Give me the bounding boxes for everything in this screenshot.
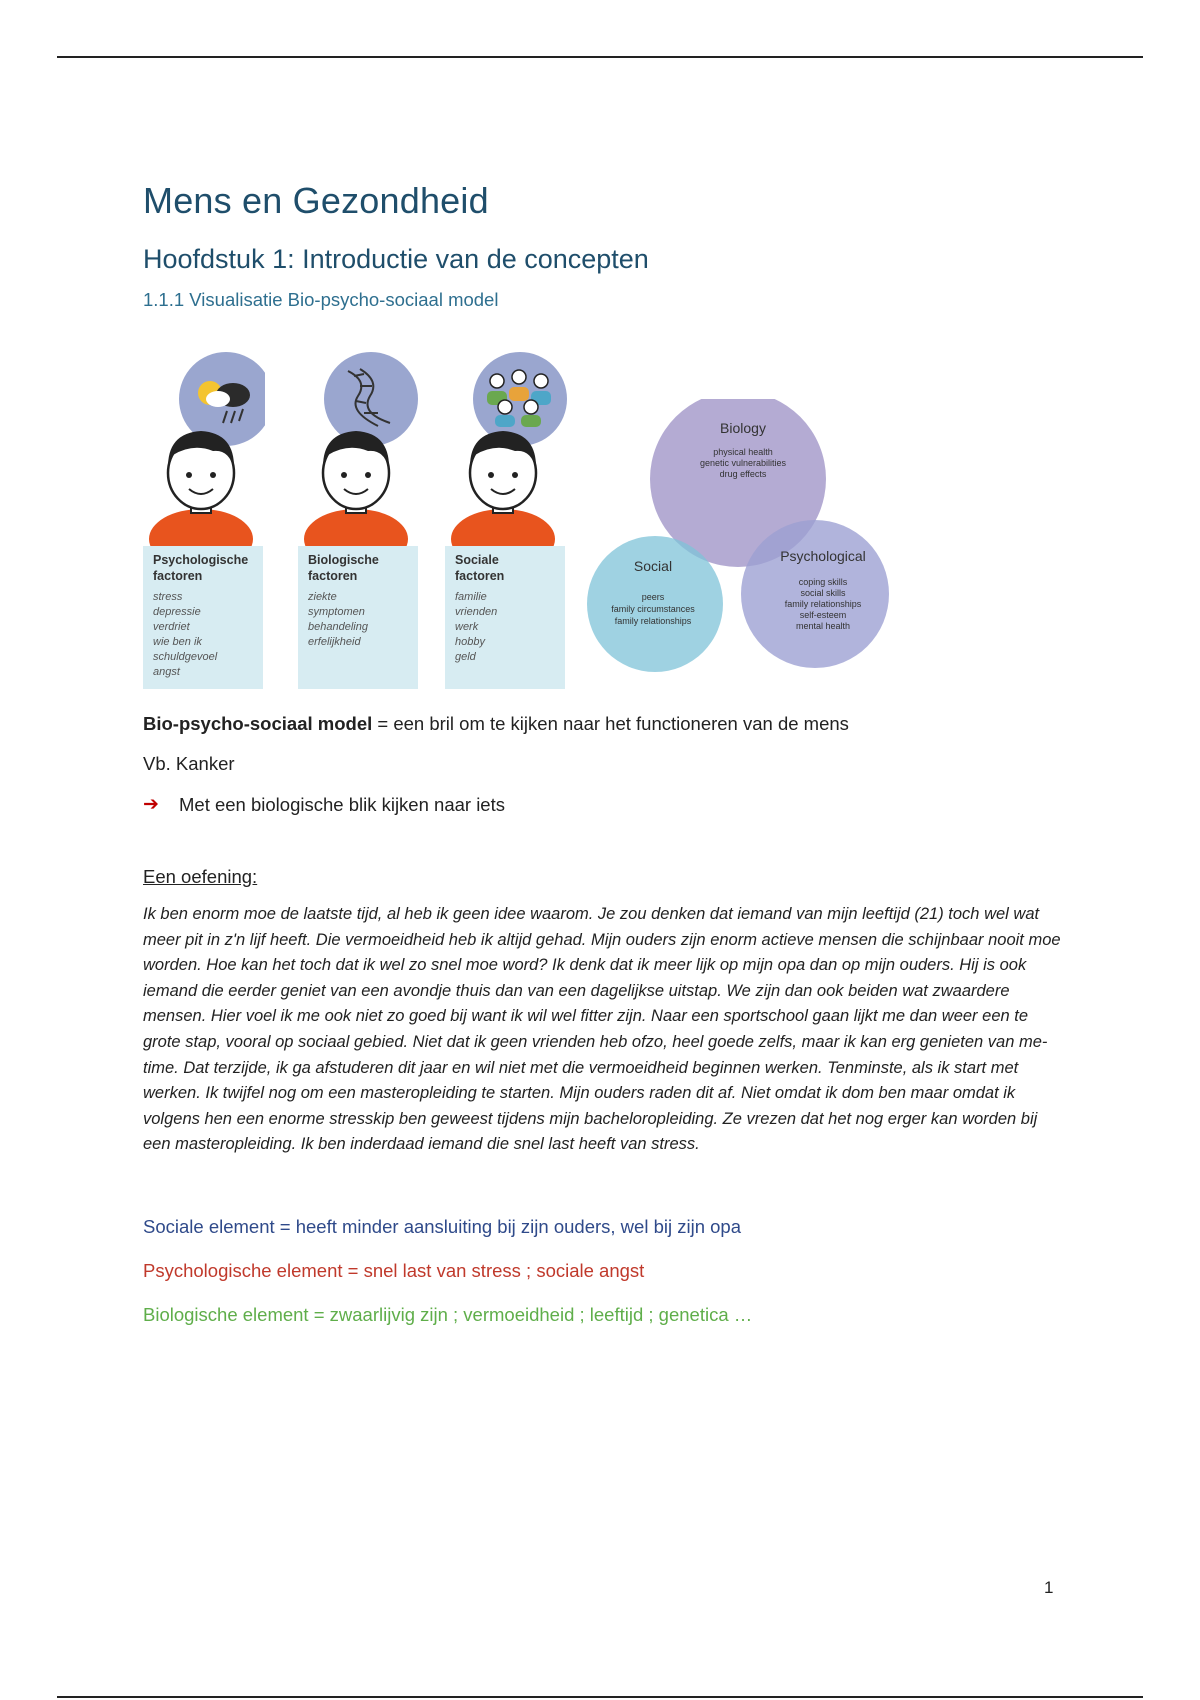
bottom-rule (57, 1696, 1143, 1698)
card-box (143, 546, 263, 689)
card-title: Biologische factoren (308, 553, 379, 583)
card-title: Sociale factoren (455, 553, 505, 583)
person-illustration (143, 351, 265, 546)
list-item: vrienden (455, 606, 498, 618)
venn-psychological-label: Psychological (780, 548, 866, 564)
venn-biology-item: genetic vulnerabilities (699, 458, 787, 468)
definition (143, 713, 1063, 735)
card-box (445, 546, 565, 689)
card-items (308, 590, 368, 650)
list-item: schuldgevoel (153, 651, 218, 663)
venn-psychological-item: social skills (800, 588, 846, 598)
exercise-text: Ik ben enorm moe de laatste tijd, al heb ik geen idee waarom. Je zou denken dat iemand van mijn leeftijd (21) toch wel wat meer pit in z'n lijf heeft. Die vermoeidheid heb ik altijd gehad. Mijn ouders zijn enorm actieve mensen die schijnbaar nooit moe worden. Hoe kan het toch dat ik wel zo snel moe word? Ik denk dat ik meer lijk op mijn opa dan op mijn ouders. Hij is ook iemand die eerder geniet van een avondje thuis dan van een dagelijkse uitstap. We zijn dan ook beiden wat zwaardere mensen. Hier voel ik me ook niet zo goed bij want ik wil wel fitter zijn. Naar een sportschool gaan lijkt me dan weer een te grote stap, vooral op sociaal gebied. Niet dat ik geen vrienden heb ofzo, heel goede zelfs, maar ik kan erg genieten van me-time. Dat terzijde, ik ga afstuderen dit jaar en wil niet met die vermoeidheid beginnen werken. Tenminste, als ik start met werken. Ik twijfel nog om een masteropleiding te starten. Mijn ouders raden dit af. Niet omdat ik dom ben maar omdat ik volgens hen een enorme stresskip ben geweest tijdens mijn bacheloropleiding. Ze vrezen dat het nog erger kan worden bij een masteropleiding. Ik ben inderdaad iemand die snel last heeft van stress. (143, 905, 1061, 1154)
venn-psychological-item: mental health (795, 621, 851, 631)
list-item: verdriet (153, 621, 190, 633)
page-content (143, 180, 1063, 1326)
definition-term: Bio-psycho-sociaal model (143, 713, 373, 734)
card-items (153, 590, 217, 680)
list-item: hobby (455, 636, 485, 648)
venn-social-item: peers (641, 592, 665, 602)
list-item: behandeling (308, 621, 368, 633)
bullet (143, 793, 1063, 816)
venn-biology-item: drug effects (719, 469, 767, 479)
chapter-heading: Hoofdstuk 1: Introductie van de concepten (143, 244, 649, 274)
arrow-right-icon: ➔ (143, 794, 159, 815)
social-element: Sociale element = heeft minder aansluiting bij zijn ouders, wel bij zijn opa (143, 1215, 741, 1237)
top-rule (57, 56, 1143, 58)
venn-psychological-item: self-esteem (799, 610, 847, 620)
venn-psychological-item: family relationships (784, 599, 862, 609)
card-box (298, 546, 418, 689)
card-title: Psychologische factoren (153, 553, 249, 583)
example: Vb. Kanker (143, 753, 235, 774)
psychological-element: Psychologische element = snel last van stress ; sociale angst (143, 1259, 645, 1281)
card-social (445, 351, 567, 691)
list-item: erfelijkheid (308, 636, 361, 648)
page-number: 1 (1044, 1578, 1054, 1597)
list-item: angst (153, 666, 180, 678)
venn-social-item: family relationships (614, 616, 692, 626)
list-item: stress (153, 591, 183, 603)
document-title: Mens en Gezondheid (143, 180, 489, 221)
card-biological (298, 351, 420, 691)
biological-element: Biologische element = zwaarlijvig zijn ; vermoeidheid ; leeftijd ; genetica … (143, 1303, 753, 1325)
venn-social-item: family circumstances (611, 604, 695, 614)
venn-diagram (583, 399, 893, 699)
list-item: ziekte (308, 591, 337, 603)
venn-social-label: Social (633, 558, 673, 574)
list-item: geld (455, 651, 476, 663)
venn-psychological-item: coping skills (798, 577, 848, 587)
venn-biology-label: Biology (720, 420, 766, 436)
list-item: wie ben ik (153, 636, 202, 648)
section-heading: 1.1.1 Visualisatie Bio-psycho-sociaal model (143, 289, 499, 310)
person-illustration (445, 351, 567, 546)
list-item: werk (455, 621, 479, 633)
person-illustration (298, 351, 420, 546)
venn-biology-item: physical health (713, 447, 773, 457)
bio-psycho-social-figure (143, 351, 903, 699)
list-item: symptomen (308, 606, 365, 618)
definition-text: = een bril om te kijken naar het functioneren van de mens (372, 713, 849, 734)
card-items (455, 590, 497, 665)
card-psychological (143, 351, 265, 691)
list-item: familie (455, 591, 487, 603)
bullet-text: Met een biologische blik kijken naar iets (179, 793, 505, 815)
exercise-title: Een oefening: (143, 866, 258, 887)
list-item: depressie (153, 606, 201, 618)
